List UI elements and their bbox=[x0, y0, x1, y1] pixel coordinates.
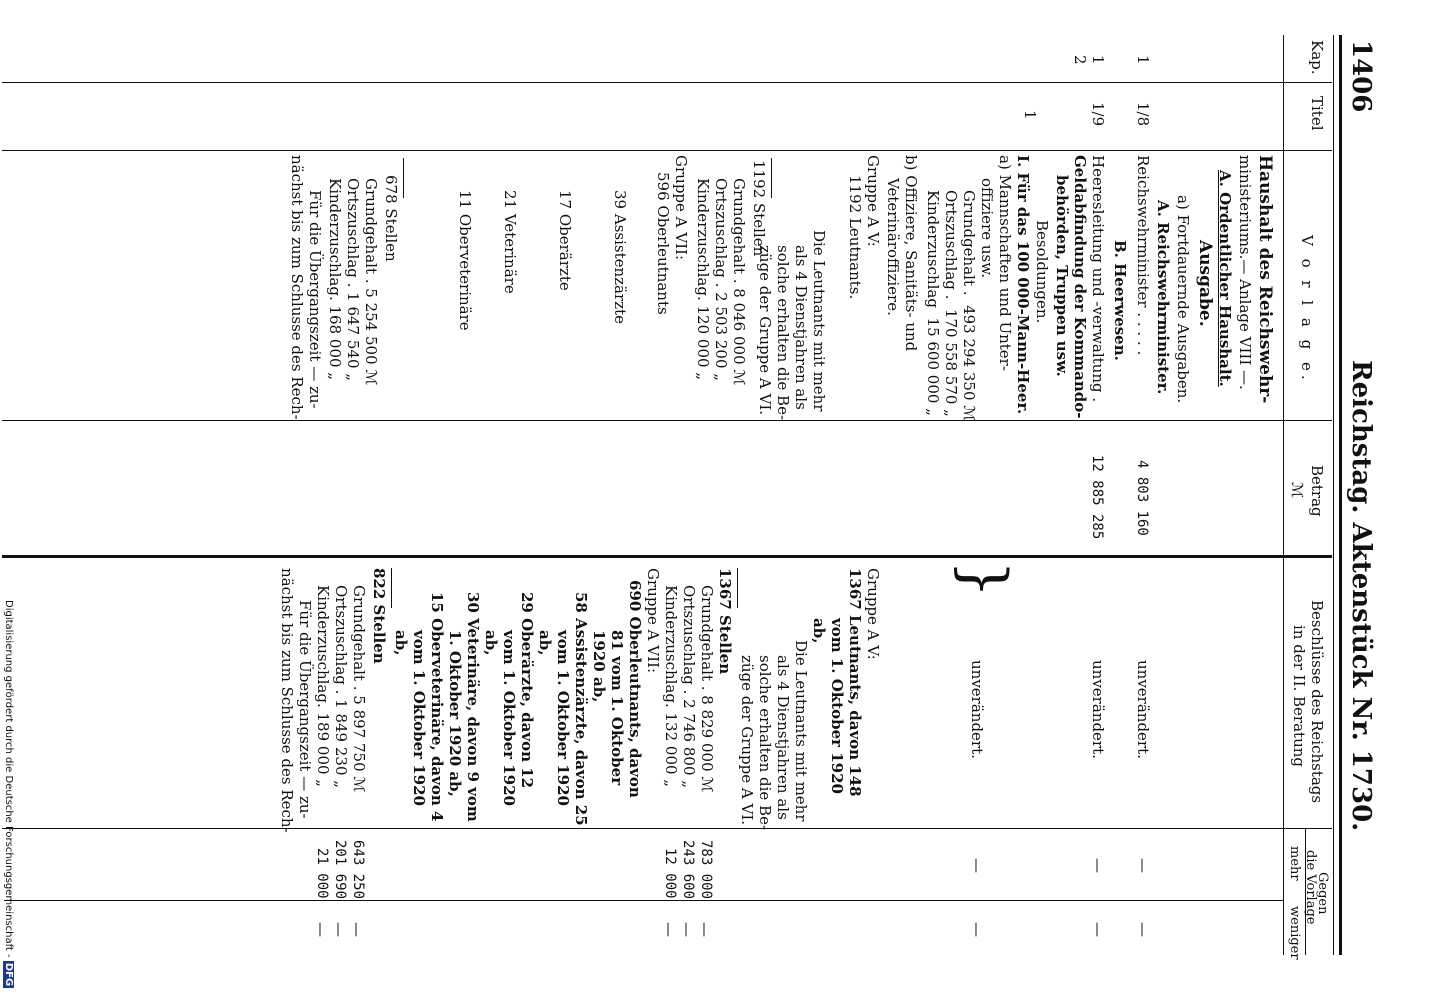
footer-text: Digitalisierung gefördert durch die Deutsche Forschungsgemeinschaft - bbox=[3, 600, 14, 958]
col-beschluss-1: Beschlüsse des Reichstags bbox=[1308, 600, 1326, 804]
weniger-3: — bbox=[968, 922, 986, 937]
gruppe-av-left: Gruppe A V: bbox=[864, 155, 882, 247]
left-oberaerzte: 17 Oberärzte bbox=[556, 190, 574, 291]
col-gegen-2: die Vorlage bbox=[1303, 850, 1318, 925]
left-ueber-2: nächst bis zum Schlusse des Rech- bbox=[288, 155, 306, 420]
left-s2-gh: Grundgehalt . 5 254 500 ℳ bbox=[362, 178, 380, 386]
mannschaften: a) Mannschaften und Unter- bbox=[996, 155, 1014, 371]
weniger-2: — bbox=[1089, 922, 1107, 937]
haushalt-title-1: Haushalt des Reichswehr- bbox=[1255, 155, 1275, 404]
dash-e: — bbox=[330, 922, 348, 937]
titel-1-8: 1/8 bbox=[1134, 102, 1152, 127]
col-betrag-unit: ℳ bbox=[1288, 482, 1306, 499]
haushalt-title-2: ministeriums.— Anlage VIII —. bbox=[1236, 155, 1254, 390]
left-dienst-3: solche erhalten die Be- bbox=[774, 245, 792, 421]
col-sep-titel bbox=[2, 150, 1332, 151]
right-ob3: ab, bbox=[482, 630, 500, 656]
left-dienst-4: züge der Gruppe A VI. bbox=[756, 245, 774, 416]
reichswehrminister: Reichswehrminister . . . . . bbox=[1134, 155, 1152, 356]
mehr-1: — bbox=[1134, 858, 1152, 873]
diff-mehr-2: 243 600 bbox=[680, 840, 696, 900]
right-v2: 1. Oktober 1920 ab, bbox=[446, 630, 464, 797]
right-gruppe-avii: Gruppe A VII: bbox=[644, 568, 662, 673]
brace: } bbox=[949, 560, 1019, 599]
right-ob1: 29 Oberärzte, davon 12 bbox=[518, 592, 536, 789]
right-o2: 81 vom 1. Oktober bbox=[608, 630, 626, 786]
beschluss-2: unverändert. bbox=[1089, 660, 1107, 759]
beschluss-1: unverändert. bbox=[1134, 660, 1152, 759]
left-oberleutnants: 596 Oberleutnants bbox=[654, 172, 672, 315]
left-assistenz: 39 Assistenzärzte bbox=[611, 190, 629, 324]
col-mehr: mehr bbox=[1287, 846, 1302, 881]
col-beschluss-2: in der II. Beratung bbox=[1290, 625, 1308, 767]
dash-c: — bbox=[660, 922, 678, 937]
right-dienst-2: als 4 Dienstjahren als bbox=[774, 655, 792, 820]
stellen-822: 822 Stellen bbox=[370, 568, 388, 664]
right-o3: 1920 ab, bbox=[590, 630, 608, 703]
right-a2: vom 1. Oktober 1920 bbox=[554, 630, 572, 806]
col-sep-betrag bbox=[2, 555, 1332, 558]
kap-1a: 1 bbox=[1134, 55, 1152, 65]
diff-mehr-6: 21 000 bbox=[314, 848, 330, 899]
col-head-rule bbox=[1283, 35, 1284, 955]
heer-title: I. Für das 100 000-Mann-Heer. bbox=[1014, 155, 1032, 415]
offiziere-b: b) Offiziere, Sanitäts- und bbox=[902, 155, 920, 352]
stellen-678: 678 Stellen bbox=[382, 175, 400, 262]
right-dienst-1: Die Leutnants mit mehr bbox=[792, 640, 810, 822]
col-gegen-1: Gegen bbox=[1315, 872, 1330, 915]
right-a1: 58 Assistenzärzte, davon 25 bbox=[572, 592, 590, 826]
col-sep-mehr bbox=[4, 900, 1284, 901]
offiziere-usw: offiziere usw. bbox=[978, 178, 996, 279]
sum-rule-right-1 bbox=[737, 568, 738, 608]
right-s2-oz: Ortszuschlag . 1 849 230 „ bbox=[332, 585, 350, 789]
right-l2: vom 1. Oktober 1920 bbox=[828, 618, 846, 794]
right-ov1: 15 Oberveterinäre, davon 4 bbox=[428, 592, 446, 822]
reichswehrminister-head: A. Reichswehrminister. bbox=[1154, 200, 1172, 395]
betrag-2: 12 885 285 bbox=[1089, 455, 1105, 540]
left-ueber-1: Für die Übergangszeit — zu- bbox=[306, 190, 324, 409]
right-ueber-2: nächst bis zum Schlusse des Rech- bbox=[278, 568, 296, 833]
geldabfindung: Geldabfindung der Kommando- bbox=[1071, 155, 1089, 419]
col-sep-kap bbox=[2, 82, 1332, 83]
mann-gh: Grundgehalt . 493 294 350 ℳ bbox=[960, 190, 978, 422]
right-dienst-4: züge der Gruppe A VI. bbox=[738, 655, 756, 826]
left-s2-oz: Ortszuschlag . 1 647 540 „ bbox=[344, 178, 362, 382]
right-s2-gh: Grundgehalt . 5 897 750 ℳ bbox=[350, 585, 368, 793]
dash-a: — bbox=[696, 922, 714, 937]
head-rule-thin bbox=[1333, 35, 1334, 955]
besoldungen: Besoldungen. bbox=[1033, 220, 1051, 324]
kap-1b: 1 bbox=[1089, 55, 1107, 65]
veterinaeroffiziere: Veterinäroffiziere. bbox=[884, 178, 902, 316]
weniger-1: — bbox=[1134, 922, 1152, 937]
left-oberveterinaere: 11 Oberveterinäre bbox=[456, 190, 474, 331]
right-ob2: vom 1. Oktober 1920 bbox=[500, 630, 518, 806]
right-s1-oz: Ortszuschlag . 2 746 800 „ bbox=[680, 585, 698, 789]
col-vorlage: V o r l a g e. bbox=[1298, 235, 1316, 384]
ausgabe-title: Ausgabe. bbox=[1195, 240, 1215, 327]
right-ov2: vom 1. Oktober 1920 bbox=[410, 630, 428, 806]
right-v1: 30 Veterinäre, davon 9 vom bbox=[464, 592, 482, 822]
col-sep-beschluss bbox=[2, 828, 1332, 829]
right-ov3: ab, bbox=[392, 630, 410, 656]
dfg-badge: DFG bbox=[3, 962, 14, 987]
dash-f: — bbox=[312, 922, 330, 937]
leutnants-left: 1192 Leutnants. bbox=[846, 175, 864, 300]
right-s1-kz: Kinderzuschlag. 132 000 „ bbox=[662, 585, 680, 788]
right-ueber-1: Für die Übergangszeit — zu- bbox=[296, 600, 314, 819]
right-l3: ab, bbox=[810, 618, 828, 644]
page-number: 1406 bbox=[1346, 40, 1376, 113]
kap-2: 2 bbox=[1071, 55, 1089, 65]
stellen-1367: 1367 Stellen bbox=[716, 568, 734, 675]
left-veterinaere: 21 Veterinäre bbox=[501, 190, 519, 294]
titel-1: 1 bbox=[1021, 110, 1039, 120]
sum-rule-left-1 bbox=[771, 158, 772, 198]
right-dienst-3: solche erhalten die Be- bbox=[756, 655, 774, 831]
left-s1-gh: Grundgehalt . 8 046 000 ℳ bbox=[730, 178, 748, 386]
fortdauernde: a) Fortdauernde Ausgaben. bbox=[1174, 195, 1192, 404]
unveraendert-3: unverändert. bbox=[968, 660, 986, 759]
ordentlicher-haushalt: A. Ordentlicher Haushalt. bbox=[1216, 170, 1234, 387]
col-sep-vorlage bbox=[2, 420, 1332, 421]
mehr-2: — bbox=[1089, 858, 1107, 873]
diff-mehr-4: 643 250 bbox=[350, 840, 366, 900]
left-s1-kz: Kinderzuschlag. 120 000 „ bbox=[694, 178, 712, 381]
left-s1-oz: Ortszuschlag . 2 503 200 „ bbox=[712, 178, 730, 382]
dash-d: — bbox=[348, 922, 366, 937]
sum-rule-right-2 bbox=[391, 568, 392, 608]
diff-mehr-3: 12 000 bbox=[662, 848, 678, 899]
behoerden: behörden, Truppen usw. bbox=[1053, 175, 1071, 377]
betrag-1: 4 803 160 bbox=[1134, 460, 1150, 536]
running-head: Reichstag. Aktenstück Nr. 1730. bbox=[1346, 360, 1376, 832]
col-titel: Titel bbox=[1308, 96, 1326, 131]
right-o1: 690 Oberleutnants, davon bbox=[626, 580, 644, 798]
dash-b: — bbox=[678, 922, 696, 937]
col-betrag: Betrag bbox=[1308, 465, 1326, 517]
heerwesen-head: B. Heerwesen. bbox=[1111, 240, 1129, 361]
mann-oz: Ortszuschlag . 170 558 570 „ bbox=[942, 190, 960, 417]
footer-strip bbox=[0, 0, 16, 1000]
diff-mehr-5: 201 690 bbox=[332, 840, 348, 900]
col-weniger: weniger bbox=[1287, 906, 1302, 960]
left-s2-kz: Kinderzuschlag. 168 000 „ bbox=[326, 178, 344, 381]
head-rule bbox=[1339, 35, 1342, 955]
titel-1-9: 1/9 bbox=[1089, 102, 1107, 127]
left-gruppe-avii: Gruppe A VII: bbox=[672, 155, 690, 260]
right-s2-kz: Kinderzuschlag. 189 000 „ bbox=[314, 585, 332, 788]
mann-kz: Kinderzuschlag 15 600 000 „ bbox=[924, 190, 942, 416]
col-kap: Kap. bbox=[1308, 40, 1326, 75]
right-l1: 1367 Leutnants, davon 148 bbox=[846, 568, 864, 797]
left-dienst-2: als 4 Dienstjahren als bbox=[792, 245, 810, 410]
left-dienst-1: Die Leutnants mit mehr bbox=[810, 230, 828, 412]
gruppe-av-right: Gruppe A V: bbox=[864, 568, 882, 660]
right-s1-gh: Grundgehalt . 8 829 000 ℳ bbox=[698, 585, 716, 793]
heeresleitung: Heeresleitung und -verwaltung . bbox=[1089, 155, 1107, 403]
right-a3: ab, bbox=[536, 630, 554, 656]
stellen-1192: 1192 Stellen bbox=[750, 160, 768, 257]
diff-mehr-1: 783 000 bbox=[698, 840, 714, 900]
mehr-3: — bbox=[968, 858, 986, 873]
sum-rule-left-2 bbox=[403, 158, 404, 198]
